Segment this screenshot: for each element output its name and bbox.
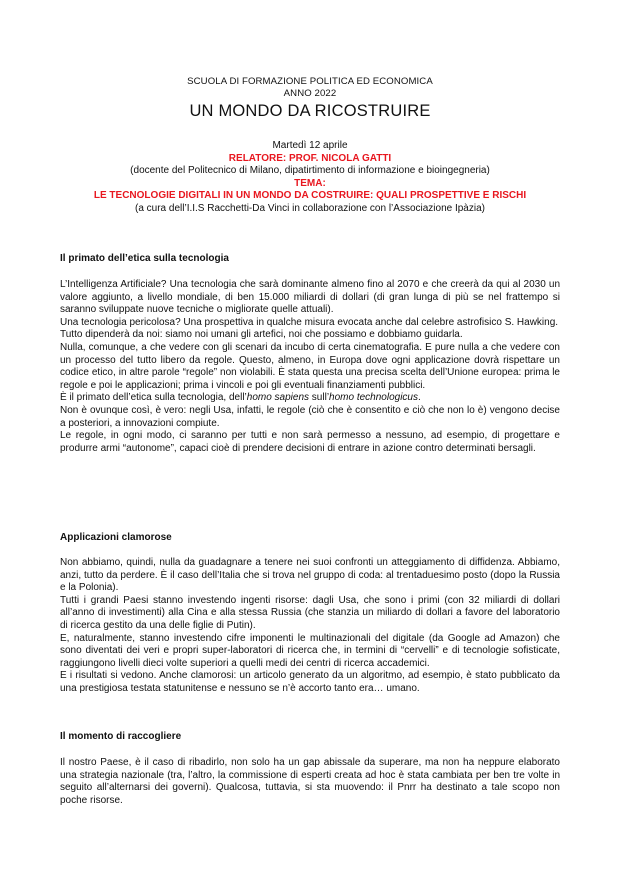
paragraph-primato: È il primato dell’etica sulla tecnologia, dell’homo sapiens sull’homo technologicus.: [60, 392, 421, 404]
paragraph: Non è ovunque così, è vero: negli Usa, infatti, le regole (ciò che è consentito e ciò che non lo è) vengono decise a posteriori, a innovazioni compiute.: [60, 404, 560, 429]
paragraph: E i risultati si vedono. Anche clamorosi: un articolo generato da un algoritmo, ad esempio, è stato pubblicato da una prestigiosa testata statunitense e nessuno se n’è accorto tanto era… umano.: [60, 670, 560, 694]
paragraph: Una tecnologia pericolosa? Una prospettiva in qualche misura evocata anche dal celebre astrofisico S. Hawking.: [60, 316, 559, 328]
section-applicazioni-body: [60, 557, 560, 696]
section-primato-body: [60, 279, 560, 455]
section-heading: Applicazioni clamorose: [60, 532, 172, 543]
school-name: SCUOLA DI FORMAZIONE POLITICA ED ECONOMICA: [187, 76, 433, 87]
page-title: UN MONDO DA RICOSTRUIRE: [189, 102, 431, 120]
event-info: [60, 140, 560, 216]
term-homo-technologicus: homo technologicus: [329, 392, 418, 404]
section-raccogliere-body: [60, 757, 560, 807]
paragraph: L’Intelligenza Artificiale? Una tecnologia che sarà dominante almeno fino al 2070 e che creerà da qui al 2030 un valore aggiunto, a livello mondiale, di ben 15.000 miliardi di dollari (di gran lunga di più se nel frattempo si saranno sviluppate nuove tecniche o migliorate quelle attuali).: [60, 279, 560, 316]
section-applicazioni: [60, 531, 560, 544]
term-homo-sapiens: homo sapiens: [246, 392, 310, 404]
theme-title: LE TECNOLOGIE DIGITALI IN UN MONDO DA COSTRUIRE: QUALI PROSPETTIVE E RISCHI: [93, 190, 527, 202]
section-heading: Il primato dell’etica sulla tecnologia: [60, 253, 229, 264]
event-date: Martedì 12 aprile: [272, 140, 348, 151]
paragraph: Non abbiamo, quindi, nulla da guadagnare a tenere nei suoi confronti un atteggiamento di diffidenza. Abbiamo, anzi, tutto da perdere. È il caso dell’Italia che si trova nel gruppo di coda: al trentaduesimo posto (dopo la Russia e la Polonia).: [60, 557, 560, 594]
school-year: ANNO 2022: [283, 88, 337, 99]
speaker-name: RELATORE: PROF. NICOLA GATTI: [228, 152, 392, 164]
theme-label: TEMA:: [294, 177, 326, 189]
speaker-role: (docente del Politecnico di Milano, dipatirtimento di informazione e bioingegneria): [130, 165, 490, 177]
paragraph: Nulla, comunque, a che vedere con gli scenari da incubo di certa cinematografia. E pure nulla a che vedere con un processo del tutto libero da regole. Questo, almeno, in Europa dove ogni applicazione dovrà rispettare un codice etico, in altre parole “regole” non violabili. È stata questa una precisa scelta dell’Unione europea: prima le regole e poi le applicazioni; prima i vincoli e poi gli eventuali finanziamenti pubblici.: [60, 341, 560, 391]
paragraph: Le regole, in ogni modo, ci saranno per tutti e non sarà permesso a nessuno, ad esempio, di progettare e produrre armi “autonome”, capaci cioè di prendere decisioni di entrare in azione contro determinati bersagli.: [60, 430, 560, 454]
paragraph: E, naturalmente, stanno investendo cifre imponenti le multinazionali del digitale (da Google ad Amazon) che sono diventati dei veri e propri super-laboratori di ricerca che, in termini di “cervelli” e di tecnologie sofisticate, raggiungono livelli dieci volte superiori a quelli medi dei centri di ricerca accademici.: [60, 632, 560, 669]
section-primato: [60, 252, 560, 265]
organizer-note: (a cura dell’I.I.S Racchetti-Da Vinci in collaborazione con l’Associazione Ipàzia): [135, 202, 485, 214]
paragraph: Tutto dipenderà da noi: siamo noi umani gli artefici, noi che possiamo e dobbiamo guidarla.: [60, 329, 463, 341]
document-header: [60, 76, 560, 121]
section-heading: Il momento di raccogliere: [60, 731, 182, 742]
paragraph: Tutti i grandi Paesi stanno investendo ingenti risorse: dagli Usa, che sono i primi (con 32 miliardi di dollari all’anno di investimenti) alla Cina e alla stessa Russia (che stanzia un miliardo di dollari a favore del laboratorio di ricerca gestito da una delle figlie di Putin).: [60, 594, 560, 631]
section-raccogliere: [60, 730, 560, 743]
paragraph: Il nostro Paese, è il caso di ribadirlo, non solo ha un gap abissale da superare, ma non ha neppure elaborato una strategia nazionale (tra, l’altro, la commissione di esperti creata ad hoc è stata cambiata per ben tre volte in seguito all’alternarsi dei governi). Qualcosa, tuttavia, si sta muovendo: il Pnrr ha destinato a tale scopo non poche risorse.: [60, 757, 560, 806]
